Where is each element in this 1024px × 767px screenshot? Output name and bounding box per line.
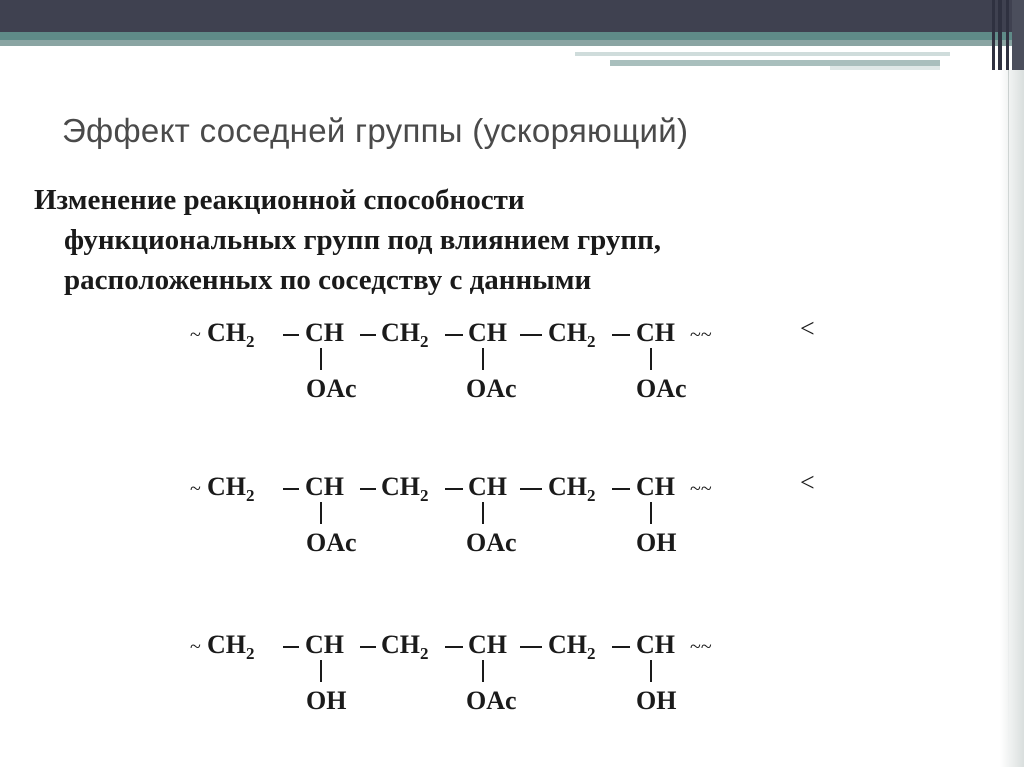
group-ch2: $CH_2$ xyxy=(548,630,596,663)
polymer-structure xyxy=(0,630,1024,720)
bond xyxy=(360,334,376,336)
group-ch: CH xyxy=(636,472,675,501)
group-ch: CH xyxy=(468,630,507,659)
banner-grey-band xyxy=(0,40,1024,46)
bond xyxy=(360,646,376,648)
body-line: функциональных групп под влиянием групп, xyxy=(64,224,662,256)
vertical-bond xyxy=(482,502,484,524)
substituent: OAc xyxy=(466,528,517,557)
bond xyxy=(445,488,463,490)
wavy-bond-right: ~~ xyxy=(690,324,712,346)
bond xyxy=(445,646,463,648)
bond xyxy=(520,334,542,336)
substituent: OH xyxy=(636,528,677,557)
substituent: OH xyxy=(636,686,677,715)
polymer-structure xyxy=(0,314,1024,408)
body-line: Изменение реакционной способности xyxy=(34,184,525,216)
banner-teal-band xyxy=(0,32,1024,40)
vertical-bond xyxy=(320,348,322,370)
group-ch: CH xyxy=(636,630,675,659)
wavy-bond-left: ~ xyxy=(190,636,201,658)
banner-dark-band xyxy=(0,0,1024,32)
vertical-bond xyxy=(320,502,322,524)
bond xyxy=(612,334,630,336)
bond xyxy=(283,646,299,648)
bond xyxy=(360,488,376,490)
body-line: расположенных по соседству с данными xyxy=(64,264,592,296)
group-ch2: $CH_2$ xyxy=(548,318,596,351)
vertical-bond xyxy=(650,348,652,370)
group-ch: CH xyxy=(468,318,507,347)
group-ch: CH xyxy=(305,472,344,501)
group-ch: CH xyxy=(636,318,675,347)
slide-title: Эффект соседней группы (ускоряющий) xyxy=(62,112,689,149)
group-ch2: $CH_2$ xyxy=(207,630,255,663)
group-ch2: $CH_2$ xyxy=(207,318,255,351)
group-ch2: $CH_2$ xyxy=(381,318,429,351)
substituent: OAc xyxy=(466,686,517,715)
bond xyxy=(283,334,299,336)
banner-light-stripe xyxy=(575,52,950,56)
bond xyxy=(520,488,542,490)
vertical-bond xyxy=(320,660,322,682)
bond xyxy=(283,488,299,490)
vertical-bond xyxy=(482,660,484,682)
comparison-sign: < xyxy=(800,314,815,343)
bond xyxy=(445,334,463,336)
substituent: OAc xyxy=(306,528,357,557)
bond xyxy=(612,646,630,648)
wavy-bond-left: ~ xyxy=(190,478,201,500)
banner-right-edge xyxy=(992,0,1024,70)
wavy-bond-right: ~~ xyxy=(690,478,712,500)
wavy-bond-right: ~~ xyxy=(690,636,712,658)
wavy-bond-left: ~ xyxy=(190,324,201,346)
vertical-bond xyxy=(650,502,652,524)
group-ch: CH xyxy=(305,630,344,659)
vertical-bond xyxy=(650,660,652,682)
bond xyxy=(520,646,542,648)
slide-body xyxy=(34,180,964,300)
substituent: OAc xyxy=(466,374,517,403)
bond xyxy=(612,488,630,490)
group-ch2: $CH_2$ xyxy=(207,472,255,505)
comparison-sign: < xyxy=(800,468,815,497)
group-ch2: $CH_2$ xyxy=(381,472,429,505)
banner-light-stripe xyxy=(830,66,940,70)
group-ch: CH xyxy=(468,472,507,501)
group-ch: CH xyxy=(305,318,344,347)
group-ch2: $CH_2$ xyxy=(381,630,429,663)
substituent: OAc xyxy=(306,374,357,403)
polymer-structure xyxy=(0,468,1024,562)
top-banner xyxy=(0,0,1024,70)
substituent: OH xyxy=(306,686,347,715)
group-ch2: $CH_2$ xyxy=(548,472,596,505)
vertical-bond xyxy=(482,348,484,370)
substituent: OAc xyxy=(636,374,687,403)
